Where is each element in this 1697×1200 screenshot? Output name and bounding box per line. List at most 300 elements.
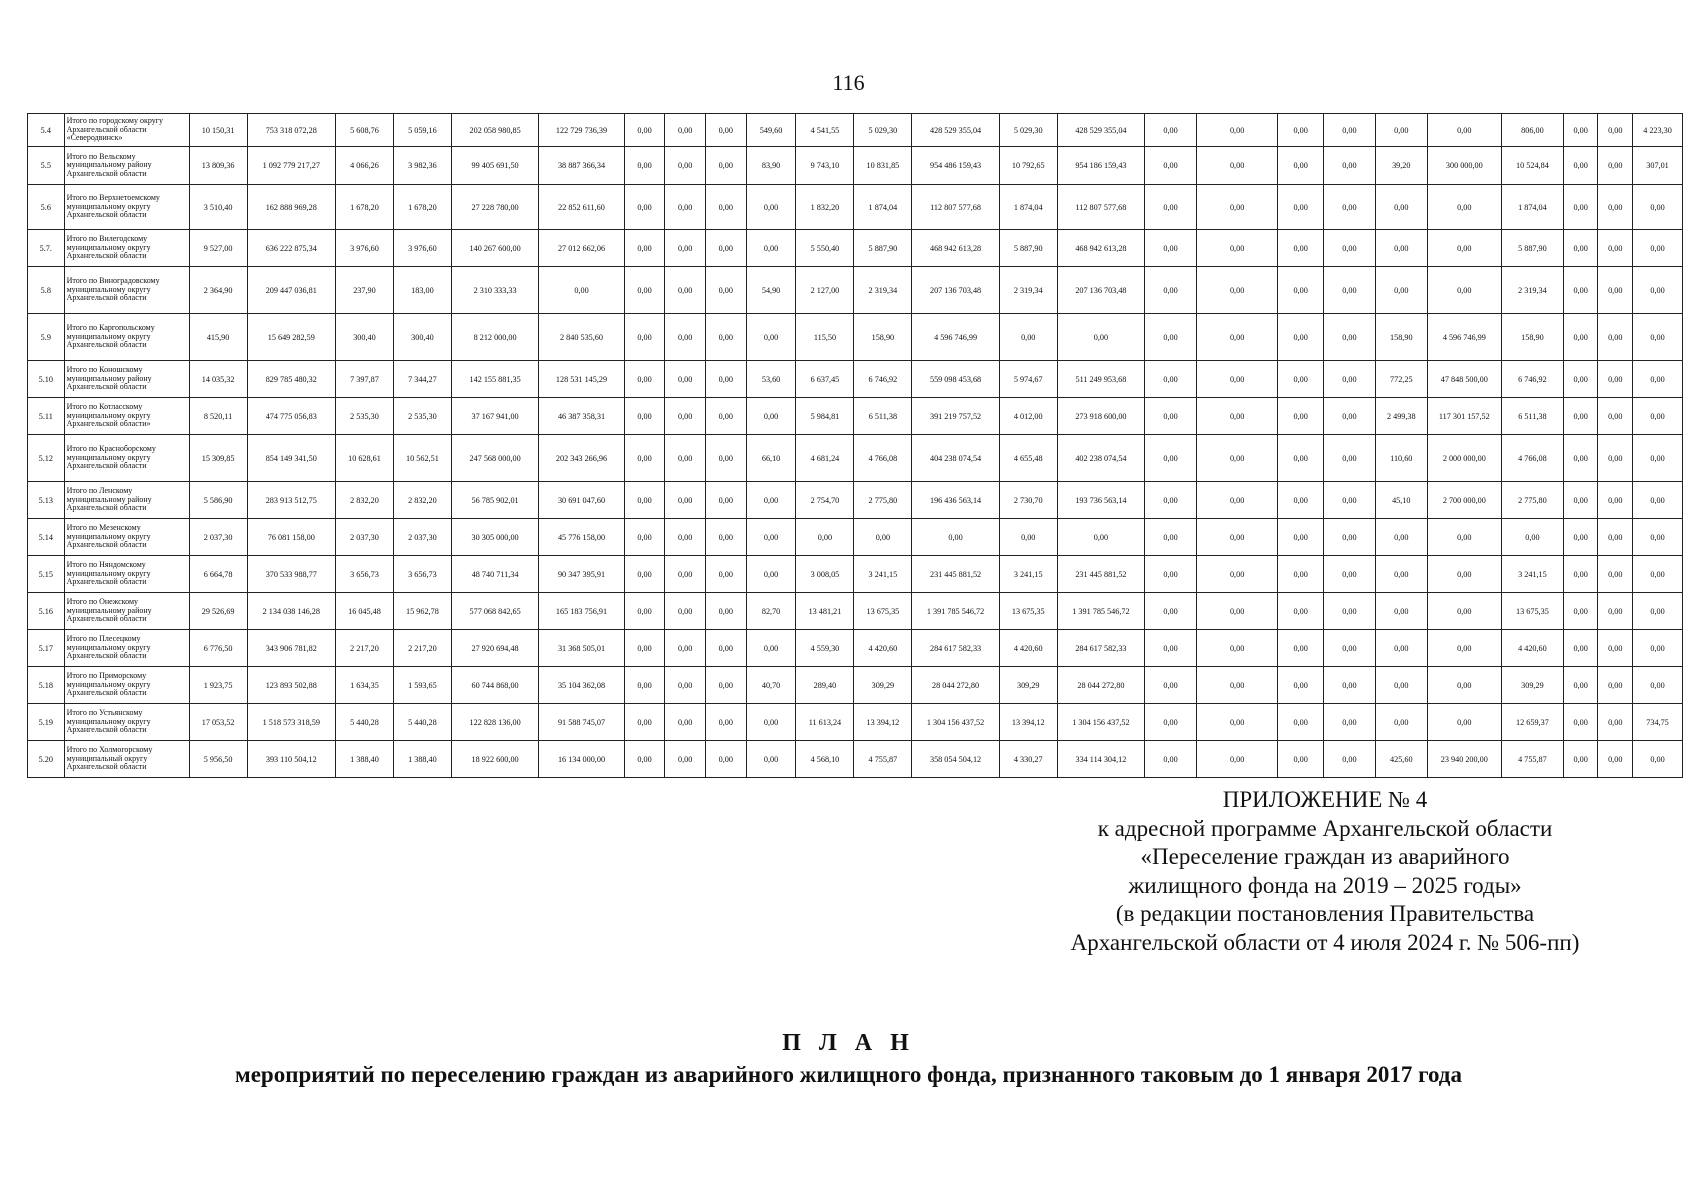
table-cell: 6 637,45 xyxy=(796,361,854,398)
table-cell: 0,00 xyxy=(1598,267,1633,314)
row-name: Итого по Онежскому муниципальному району Архангельской области xyxy=(64,593,189,630)
table-cell: 0,00 xyxy=(624,741,665,778)
table-cell: 0,00 xyxy=(1278,519,1324,556)
table-cell: 0,00 xyxy=(624,630,665,667)
table-cell: 1 388,40 xyxy=(393,741,451,778)
table-cell: 404 238 074,54 xyxy=(912,435,999,482)
table-cell: 9 527,00 xyxy=(189,230,247,267)
table-cell: 0,00 xyxy=(706,147,747,185)
appendix-line: (в редакции постановления Правительства xyxy=(1115,901,1535,926)
table-cell: 0,00 xyxy=(1145,185,1197,230)
table-cell: 53,60 xyxy=(746,361,796,398)
table-cell: 7 344,27 xyxy=(393,361,451,398)
row-name: Итого по Приморскому муниципальному округу Архангельской области xyxy=(64,667,189,704)
table-cell: 0,00 xyxy=(1324,147,1376,185)
table-cell: 1 092 779 217,27 xyxy=(247,147,335,185)
table-cell: 158,90 xyxy=(854,314,912,361)
table-cell: 122 729 736,39 xyxy=(539,114,624,147)
table-cell: 0,00 xyxy=(1057,519,1144,556)
table-cell: 0,00 xyxy=(1278,556,1324,593)
table-row xyxy=(28,361,1683,398)
row-number: 5.11 xyxy=(28,398,65,435)
row-name: Итого по Красноборскому муниципальному округу Архангельской области xyxy=(64,435,189,482)
row-number: 5.17 xyxy=(28,630,65,667)
table-cell: 0,00 xyxy=(1501,519,1563,556)
table-cell: 0,00 xyxy=(1196,147,1277,185)
row-name: Итого по Вилегодскому муниципальному округу Архангельской области xyxy=(64,230,189,267)
table-cell: 4 655,48 xyxy=(999,435,1057,482)
table-cell: 13 481,21 xyxy=(796,593,854,630)
table-cell: 7 397,87 xyxy=(336,361,394,398)
table-cell: 0,00 xyxy=(1278,114,1324,147)
table-cell: 0,00 xyxy=(1563,267,1598,314)
table-cell: 0,00 xyxy=(1633,741,1683,778)
table-cell: 10 831,85 xyxy=(854,147,912,185)
table-cell: 2 832,20 xyxy=(336,482,394,519)
table-row xyxy=(28,435,1683,482)
table-cell: 0,00 xyxy=(1563,482,1598,519)
table-cell: 0,00 xyxy=(1324,741,1376,778)
table-cell: 0,00 xyxy=(1324,630,1376,667)
table-cell: 3 241,15 xyxy=(1501,556,1563,593)
table-cell: 0,00 xyxy=(624,267,665,314)
table-cell: 0,00 xyxy=(1563,741,1598,778)
table-cell: 4 568,10 xyxy=(796,741,854,778)
table-cell: 2 535,30 xyxy=(336,398,394,435)
table-cell: 511 249 953,68 xyxy=(1057,361,1144,398)
table-cell: 3 656,73 xyxy=(393,556,451,593)
table-cell: 0,00 xyxy=(1324,556,1376,593)
table-cell: 0,00 xyxy=(706,114,747,147)
table-cell: 4 596 746,99 xyxy=(912,314,999,361)
table-cell: 0,00 xyxy=(624,361,665,398)
table-cell: 112 807 577,68 xyxy=(1057,185,1144,230)
row-number: 5.16 xyxy=(28,593,65,630)
table-cell: 1 634,35 xyxy=(336,667,394,704)
table-cell: 15 309,85 xyxy=(189,435,247,482)
table-cell: 0,00 xyxy=(1598,704,1633,741)
table-cell: 0,00 xyxy=(1375,267,1427,314)
table-cell: 123 893 502,88 xyxy=(247,667,335,704)
table-cell: 428 529 355,04 xyxy=(912,114,999,147)
table-cell: 45 776 158,00 xyxy=(539,519,624,556)
table-cell: 0,00 xyxy=(1375,593,1427,630)
appendix-line: жилищного фонда на 2019 – 2025 годы» xyxy=(1128,872,1522,898)
table-cell: 0,00 xyxy=(1563,593,1598,630)
table-cell: 0,00 xyxy=(1324,185,1376,230)
table-cell: 0,00 xyxy=(746,185,796,230)
table-cell: 0,00 xyxy=(665,230,706,267)
table-cell: 0,00 xyxy=(706,630,747,667)
table-cell: 2 730,70 xyxy=(999,482,1057,519)
table-row xyxy=(28,230,1683,267)
table-cell: 140 267 600,00 xyxy=(451,230,538,267)
table-cell: 0,00 xyxy=(1324,398,1376,435)
table-cell: 0,00 xyxy=(1145,398,1197,435)
table-cell: 0,00 xyxy=(1563,398,1598,435)
table-cell: 117 301 157,52 xyxy=(1427,398,1501,435)
table-cell: 0,00 xyxy=(1563,630,1598,667)
plan-table xyxy=(27,113,1683,778)
table-cell: 193 736 563,14 xyxy=(1057,482,1144,519)
table-cell: 284 617 582,33 xyxy=(912,630,999,667)
table-cell: 0,00 xyxy=(746,704,796,741)
table-cell: 425,60 xyxy=(1375,741,1427,778)
table-row xyxy=(28,147,1683,185)
table-cell: 0,00 xyxy=(1278,267,1324,314)
table-cell: 0,00 xyxy=(1563,314,1598,361)
table-cell: 5 974,67 xyxy=(999,361,1057,398)
table-cell: 0,00 xyxy=(1375,519,1427,556)
table-cell: 0,00 xyxy=(1196,230,1277,267)
table-cell: 0,00 xyxy=(1196,185,1277,230)
table-cell: 0,00 xyxy=(1278,398,1324,435)
row-number: 5.9 xyxy=(28,314,65,361)
table-cell: 0,00 xyxy=(706,482,747,519)
table-cell: 4 066,26 xyxy=(336,147,394,185)
table-cell: 28 044 272,80 xyxy=(1057,667,1144,704)
table-cell: 0,00 xyxy=(1598,435,1633,482)
table-cell: 0,00 xyxy=(1598,185,1633,230)
table-cell: 283 913 512,75 xyxy=(247,482,335,519)
appendix-title: ПРИЛОЖЕНИЕ № 4 xyxy=(1222,787,1428,812)
table-cell: 0,00 xyxy=(706,704,747,741)
table-cell: 5 586,90 xyxy=(189,482,247,519)
table-cell: 0,00 xyxy=(1196,361,1277,398)
table-body xyxy=(28,114,1683,778)
row-name: Итого по Няндомскому муниципальному округу Архангельской области xyxy=(64,556,189,593)
table-cell: 393 110 504,12 xyxy=(247,741,335,778)
table-cell: 0,00 xyxy=(1278,435,1324,482)
table-cell: 6 746,92 xyxy=(854,361,912,398)
appendix-line: к адресной программе Архангельской области xyxy=(1097,815,1553,841)
table-cell: 289,40 xyxy=(796,667,854,704)
table-cell: 0,00 xyxy=(1145,114,1197,147)
table-cell: 0,00 xyxy=(665,519,706,556)
table-cell: 1 391 785 546,72 xyxy=(912,593,999,630)
table-cell: 0,00 xyxy=(746,314,796,361)
table-cell: 202 058 980,85 xyxy=(451,114,538,147)
table-cell: 636 222 875,34 xyxy=(247,230,335,267)
table-cell: 0,00 xyxy=(624,593,665,630)
table-cell: 0,00 xyxy=(1633,185,1683,230)
table-cell: 0,00 xyxy=(665,114,706,147)
table-cell: 0,00 xyxy=(1563,667,1598,704)
row-name: Итого по Виноградовскому муниципальному округу Архангельской области xyxy=(64,267,189,314)
table-cell: 0,00 xyxy=(539,267,624,314)
table-cell: 0,00 xyxy=(1145,147,1197,185)
table-cell: 0,00 xyxy=(624,230,665,267)
table-cell: 6 664,78 xyxy=(189,556,247,593)
table-cell: 1 304 156 437,52 xyxy=(912,704,999,741)
table-cell: 0,00 xyxy=(1324,267,1376,314)
table-cell: 0,00 xyxy=(1278,314,1324,361)
table-cell: 2 319,34 xyxy=(1501,267,1563,314)
table-cell: 10 792,65 xyxy=(999,147,1057,185)
table-cell: 15 962,78 xyxy=(393,593,451,630)
table-cell: 0,00 xyxy=(624,435,665,482)
table-cell: 0,00 xyxy=(1633,435,1683,482)
table-cell: 207 136 703,48 xyxy=(1057,267,1144,314)
table-cell: 0,00 xyxy=(1278,593,1324,630)
table-cell: 0,00 xyxy=(706,741,747,778)
row-number: 5.12 xyxy=(28,435,65,482)
table-cell: 3 008,05 xyxy=(796,556,854,593)
table-cell: 0,00 xyxy=(665,185,706,230)
table-cell: 2 037,30 xyxy=(189,519,247,556)
table-cell: 753 318 072,28 xyxy=(247,114,335,147)
table-cell: 0,00 xyxy=(1633,482,1683,519)
table-cell: 4 559,30 xyxy=(796,630,854,667)
table-cell: 0,00 xyxy=(1598,230,1633,267)
table-cell: 1 678,20 xyxy=(393,185,451,230)
table-cell: 468 942 613,28 xyxy=(912,230,999,267)
table-cell: 9 743,10 xyxy=(796,147,854,185)
table-cell: 549,60 xyxy=(746,114,796,147)
table-cell: 5 440,28 xyxy=(336,704,394,741)
table-cell: 5 887,90 xyxy=(999,230,1057,267)
table-cell: 0,00 xyxy=(706,185,747,230)
table-row xyxy=(28,630,1683,667)
table-cell: 3 656,73 xyxy=(336,556,394,593)
table-cell: 0,00 xyxy=(624,398,665,435)
table-cell: 0,00 xyxy=(912,519,999,556)
table-cell: 1 518 573 318,59 xyxy=(247,704,335,741)
table-cell: 0,00 xyxy=(1145,667,1197,704)
table-cell: 806,00 xyxy=(1501,114,1563,147)
table-cell: 16 134 000,00 xyxy=(539,741,624,778)
table-cell: 1 304 156 437,52 xyxy=(1057,704,1144,741)
table-cell: 0,00 xyxy=(1633,361,1683,398)
table-cell: 0,00 xyxy=(1633,667,1683,704)
table-cell: 309,29 xyxy=(854,667,912,704)
table-cell: 2 037,30 xyxy=(336,519,394,556)
table-cell: 31 368 505,01 xyxy=(539,630,624,667)
table-cell: 83,90 xyxy=(746,147,796,185)
table-cell: 0,00 xyxy=(1375,114,1427,147)
table-cell: 2 535,30 xyxy=(393,398,451,435)
table-cell: 0,00 xyxy=(665,630,706,667)
table-cell: 4 012,00 xyxy=(999,398,1057,435)
table-cell: 0,00 xyxy=(1145,556,1197,593)
table-cell: 559 098 453,68 xyxy=(912,361,999,398)
table-row xyxy=(28,482,1683,519)
table-cell: 5 029,30 xyxy=(999,114,1057,147)
table-cell: 0,00 xyxy=(624,114,665,147)
table-cell: 0,00 xyxy=(665,361,706,398)
row-number: 5.20 xyxy=(28,741,65,778)
table-cell: 0,00 xyxy=(1427,593,1501,630)
table-cell: 0,00 xyxy=(1278,630,1324,667)
table-cell: 231 445 881,52 xyxy=(1057,556,1144,593)
table-cell: 0,00 xyxy=(1375,630,1427,667)
table-cell: 0,00 xyxy=(1196,704,1277,741)
table-cell: 22 852 611,60 xyxy=(539,185,624,230)
row-number: 5.8 xyxy=(28,267,65,314)
table-cell: 0,00 xyxy=(1145,361,1197,398)
table-cell: 1 593,65 xyxy=(393,667,451,704)
table-cell: 0,00 xyxy=(1598,741,1633,778)
table-cell: 76 081 158,00 xyxy=(247,519,335,556)
table-cell: 0,00 xyxy=(999,314,1057,361)
table-cell: 35 104 362,08 xyxy=(539,667,624,704)
table-cell: 300,40 xyxy=(336,314,394,361)
row-name: Итого по Устьянскому муниципальному округу Архангельской области xyxy=(64,704,189,741)
table-cell: 0,00 xyxy=(624,147,665,185)
table-cell: 0,00 xyxy=(1563,185,1598,230)
table-cell: 0,00 xyxy=(706,435,747,482)
table-cell: 10 562,51 xyxy=(393,435,451,482)
table-cell: 1 391 785 546,72 xyxy=(1057,593,1144,630)
row-number: 5.14 xyxy=(28,519,65,556)
table-cell: 0,00 xyxy=(1633,593,1683,630)
table-cell: 5 887,90 xyxy=(854,230,912,267)
table-cell: 47 848 500,00 xyxy=(1427,361,1501,398)
table-cell: 2 499,38 xyxy=(1375,398,1427,435)
table-cell: 0,00 xyxy=(1057,314,1144,361)
table-cell: 247 568 000,00 xyxy=(451,435,538,482)
table-cell: 0,00 xyxy=(1145,482,1197,519)
table-cell: 0,00 xyxy=(624,185,665,230)
page-number: 116 xyxy=(832,70,865,95)
table-cell: 0,00 xyxy=(1196,482,1277,519)
table-row xyxy=(28,314,1683,361)
table-cell: 6 746,92 xyxy=(1501,361,1563,398)
table-cell: 0,00 xyxy=(706,593,747,630)
table-cell: 0,00 xyxy=(1563,114,1598,147)
table-row xyxy=(28,185,1683,230)
table-row xyxy=(28,741,1683,778)
table-cell: 2 127,00 xyxy=(796,267,854,314)
table-cell: 0,00 xyxy=(1598,314,1633,361)
table-cell: 428 529 355,04 xyxy=(1057,114,1144,147)
table-cell: 207 136 703,48 xyxy=(912,267,999,314)
table-cell: 0,00 xyxy=(796,519,854,556)
table-cell: 0,00 xyxy=(1196,667,1277,704)
table-cell: 0,00 xyxy=(665,704,706,741)
table-cell: 3 976,60 xyxy=(393,230,451,267)
row-number: 5.13 xyxy=(28,482,65,519)
table-cell: 46 387 358,31 xyxy=(539,398,624,435)
table-cell: 0,00 xyxy=(1278,667,1324,704)
table-cell: 231 445 881,52 xyxy=(912,556,999,593)
table-cell: 27 228 780,00 xyxy=(451,185,538,230)
table-cell: 415,90 xyxy=(189,314,247,361)
table-row xyxy=(28,593,1683,630)
row-number: 5.19 xyxy=(28,704,65,741)
table-cell: 0,00 xyxy=(1145,704,1197,741)
appendix-block xyxy=(995,786,1655,957)
table-cell: 0,00 xyxy=(1427,667,1501,704)
table-cell: 0,00 xyxy=(706,398,747,435)
table-cell: 5 029,30 xyxy=(854,114,912,147)
table-cell: 0,00 xyxy=(1324,435,1376,482)
table-cell: 0,00 xyxy=(746,630,796,667)
table-cell: 309,29 xyxy=(1501,667,1563,704)
table-cell: 0,00 xyxy=(1145,593,1197,630)
table-cell: 284 617 582,33 xyxy=(1057,630,1144,667)
table-cell: 16 045,48 xyxy=(336,593,394,630)
appendix-line: Архангельской области от 4 июля 2024 г. № 506-пп) xyxy=(1070,929,1580,955)
table-cell: 3 241,15 xyxy=(999,556,1057,593)
table-cell: 0,00 xyxy=(1563,519,1598,556)
table-cell: 0,00 xyxy=(1324,230,1376,267)
table-cell: 391 219 757,52 xyxy=(912,398,999,435)
table-cell: 0,00 xyxy=(1375,556,1427,593)
table-cell: 30 305 000,00 xyxy=(451,519,538,556)
table-cell: 2 775,80 xyxy=(1501,482,1563,519)
table-cell: 45,10 xyxy=(1375,482,1427,519)
table-cell: 4 755,87 xyxy=(1501,741,1563,778)
row-name: Итого по Вельскому муниципальному району Архангельской области xyxy=(64,147,189,185)
table-cell: 10 628,61 xyxy=(336,435,394,482)
row-name: Итого по Котласскому муниципальному округу Архангельской области» xyxy=(64,398,189,435)
table-cell: 0,00 xyxy=(1598,667,1633,704)
table-cell: 0,00 xyxy=(1598,482,1633,519)
table-cell: 237,90 xyxy=(336,267,394,314)
table-cell: 3 510,40 xyxy=(189,185,247,230)
table-cell: 2 775,80 xyxy=(854,482,912,519)
table-cell: 0,00 xyxy=(706,667,747,704)
table-cell: 27 920 694,48 xyxy=(451,630,538,667)
table-cell: 0,00 xyxy=(706,519,747,556)
table-cell: 0,00 xyxy=(665,267,706,314)
table-cell: 0,00 xyxy=(1324,593,1376,630)
table-cell: 0,00 xyxy=(665,556,706,593)
table-cell: 1 874,04 xyxy=(999,185,1057,230)
table-cell: 0,00 xyxy=(1324,667,1376,704)
table-cell: 0,00 xyxy=(665,398,706,435)
table-cell: 0,00 xyxy=(1145,314,1197,361)
table-cell: 0,00 xyxy=(1324,519,1376,556)
table-cell: 0,00 xyxy=(746,741,796,778)
table-cell: 8 212 000,00 xyxy=(451,314,538,361)
table-cell: 0,00 xyxy=(1427,185,1501,230)
table-cell: 0,00 xyxy=(1196,114,1277,147)
table-cell: 0,00 xyxy=(1633,398,1683,435)
table-row xyxy=(28,267,1683,314)
table-cell: 54,90 xyxy=(746,267,796,314)
table-cell: 60 744 868,00 xyxy=(451,667,538,704)
table-cell: 110,60 xyxy=(1375,435,1427,482)
table-cell: 954 486 159,43 xyxy=(912,147,999,185)
table-cell: 1 874,04 xyxy=(854,185,912,230)
table-cell: 0,00 xyxy=(746,398,796,435)
table-cell: 14 035,32 xyxy=(189,361,247,398)
table-cell: 0,00 xyxy=(1375,704,1427,741)
table-cell: 0,00 xyxy=(1598,361,1633,398)
table-cell: 4 766,08 xyxy=(1501,435,1563,482)
table-row xyxy=(28,114,1683,147)
table-cell: 0,00 xyxy=(1563,704,1598,741)
table-row xyxy=(28,519,1683,556)
table-cell: 2 319,34 xyxy=(999,267,1057,314)
table-cell: 183,00 xyxy=(393,267,451,314)
table-cell: 0,00 xyxy=(1598,556,1633,593)
table-cell: 13 675,35 xyxy=(854,593,912,630)
row-name: Итого по Каргопольскому муниципальному округу Архангельской области xyxy=(64,314,189,361)
table-cell: 0,00 xyxy=(1633,314,1683,361)
table-cell: 128 531 145,29 xyxy=(539,361,624,398)
table-cell: 734,75 xyxy=(1633,704,1683,741)
table-cell: 0,00 xyxy=(1278,704,1324,741)
table-cell: 0,00 xyxy=(665,482,706,519)
table-cell: 0,00 xyxy=(746,519,796,556)
table-cell: 0,00 xyxy=(1278,185,1324,230)
table-cell: 0,00 xyxy=(1324,114,1376,147)
table-cell: 112 807 577,68 xyxy=(912,185,999,230)
table-cell: 158,90 xyxy=(1375,314,1427,361)
